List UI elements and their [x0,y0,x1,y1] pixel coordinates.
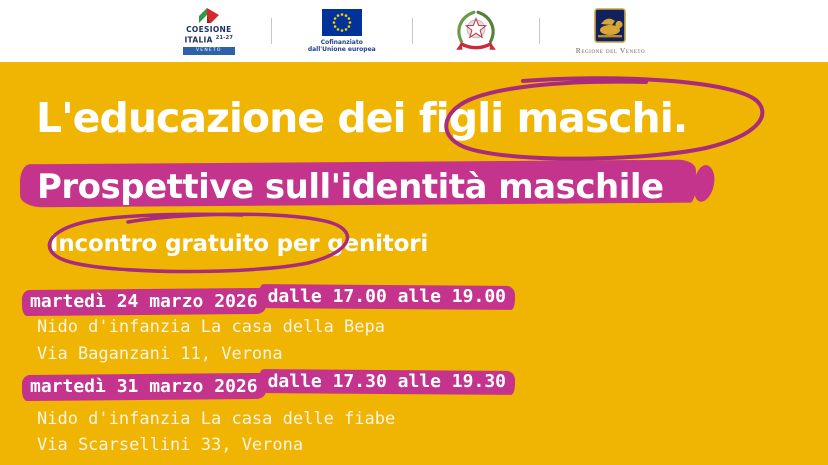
coesione-arrow-icon [197,7,221,24]
italy-republic-emblem [449,7,503,55]
event-2-venue: Nido d'infanzia La casa delle fiabe [37,409,396,429]
eu-caption-line1: Cofinanziato [320,39,363,46]
poster-title: L'educazione dei figli maschi. [36,94,688,142]
event-2-dateline [30,371,506,397]
header-divider [539,18,540,44]
coesione-veneto-band: VENETO [183,47,235,56]
event-1-venue: Nido d'infanzia La casa della Bepa [37,317,385,337]
event-2-date: martedì 31 marzo 2026 [30,376,258,397]
regione-veneto-logo [576,8,645,55]
coesione-italia-logo [183,7,235,55]
italy-emblem-icon [449,7,503,55]
coesione-line1: COESIONE [186,25,232,34]
tagline: Incontro gratuito per genitori [50,231,429,257]
eu-caption [308,39,376,53]
coesione-line2: ITALIA [184,35,213,45]
eu-caption-line2: dall'Unione europea [307,46,376,53]
event-1-time: dalle 17.00 alle 19.00 [267,286,506,307]
veneto-crest-icon [588,8,632,44]
event-1-dateline [30,286,506,312]
eu-flag-icon [322,9,362,36]
coesione-years: 21-27 [215,35,234,41]
event-2-address: Via Scarsellini 33, Verona [37,435,304,455]
logo-band [0,0,828,62]
header-divider [412,18,413,44]
coesione-name [184,26,233,45]
eu-cofunded-logo [308,9,376,53]
event-2-time: dalle 17.30 alle 19.30 [267,371,506,392]
poster-subtitle: Prospettive sull'identità maschile [37,167,664,207]
header-divider [271,18,272,44]
veneto-caption: Regione del Veneto [575,45,646,55]
event-1-address: Via Baganzani 11, Verona [37,344,283,364]
event-1-date: martedì 24 marzo 2026 [30,291,258,312]
